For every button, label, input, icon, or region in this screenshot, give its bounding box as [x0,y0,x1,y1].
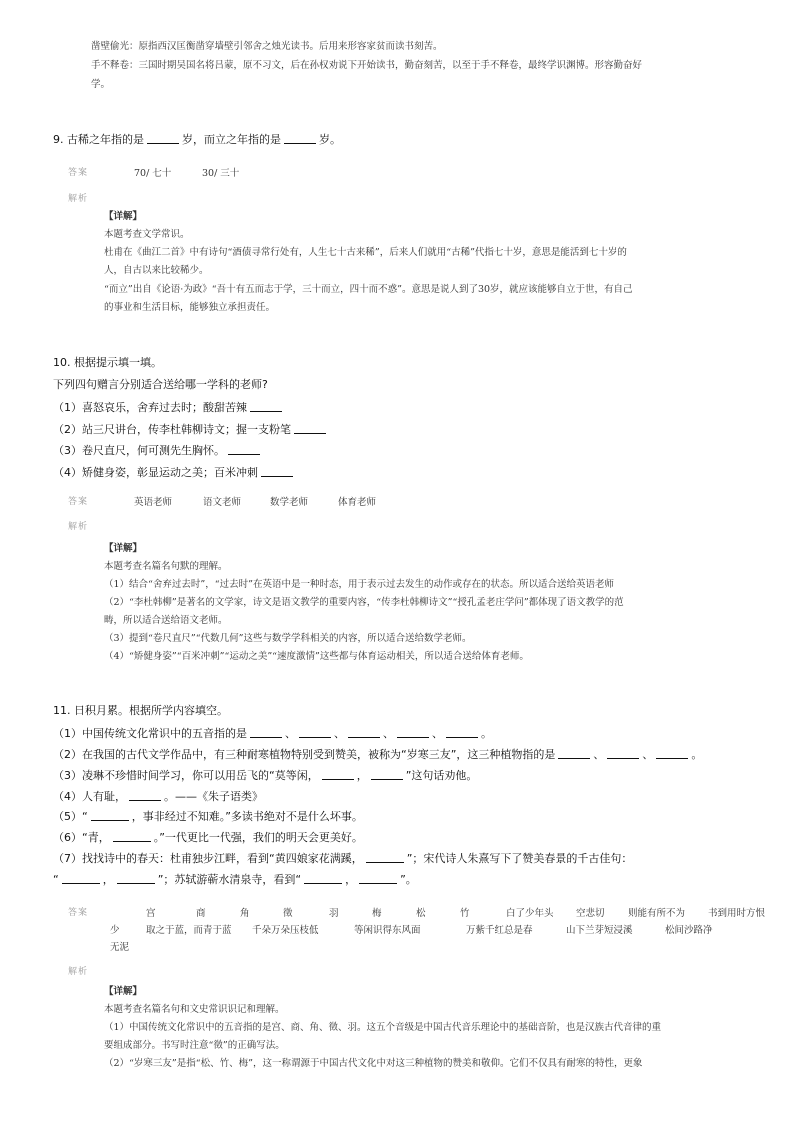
answer-value: 山下兰芽短浸溪 [566,925,633,936]
question-11-item: （7）找找诗中的春天：杜甫独步江畔，看到“黄四娘家花满蹊， ”；宋代诗人朱熹写下了赞美春景的千古佳句： [53,852,633,865]
detail-heading: 【详解】 [104,211,143,222]
answer-value: 体育老师 [338,497,377,508]
analysis-line: 杜甫在《曲江二首》中有诗句“酒债寻常行处有，人生七十古来稀”，后来人们就用“古稀”代指七十岁，意思是能活到七十岁的 [104,247,627,258]
answer-value: 松 [416,908,426,919]
answer-value: 角 [240,908,250,919]
analysis-label: 解析 [68,522,89,532]
answer-value: 英语老师 [134,497,173,508]
answer-value: 则能有所不为 [628,908,686,919]
answer-value: 松间沙路净 [665,925,713,936]
explanation-line: 学。 [91,79,111,90]
analysis-line: 本题考查文学常识。 [104,229,190,240]
answer-label: 答案 [68,168,89,178]
answer-blank [261,466,293,477]
answer-blank [228,444,260,455]
question-text: 岁，而立之年指的是 [182,133,281,146]
question-11-item: （6）“青， 。”一代更比一代强，我们的明天会更美好。 [53,831,363,844]
question-11-item: （2）在我国的古代文学作品中，有三种耐寒植物特别受到赞美，被称为“岁寒三友”，这三种植物指的是 、 、 。 [53,748,703,761]
analysis-line: 本题考查名篇名句默的理解。 [104,561,228,572]
explanation-line: 手不释卷：三国时期吴国名将吕蒙，原不习文，后在孙权劝说下开始读书，勤奋刻苦，以至于手不释卷，最终学识渊博。形容勤奋好 [91,60,643,71]
answer-value: 70/ 七十 [134,168,172,179]
question-text: 岁。 [319,133,341,146]
answer-blank [147,133,179,144]
analysis-line: （1）结合“舍弃过去时”，“过去时”在英语中是一种时态，用于表示过去发生的动作或存在的状态。所以适合送给英语老师 [104,579,614,590]
analysis-line: 本题考查名篇名句和文史常识识记和理解。 [104,1004,285,1015]
answer-label: 答案 [68,497,89,507]
answer-value: 羽 [329,908,339,919]
answer-label: 答案 [68,908,89,918]
answer-value: 等闲识得东风面 [354,925,421,936]
question-11-item: （4）人有耻， 。——《朱子语类》 [53,790,263,803]
answer-value: 商 [196,908,206,919]
analysis-label: 解析 [68,967,89,977]
answer-value: 梅 [372,908,382,919]
question-10-item: （4）矫健身姿，彰显运动之美；百米冲刺 [53,466,296,478]
analysis-line: 畴，所以适合送给语文老师。 [104,615,228,626]
analysis-line: 人，自古以来比较稀少。 [104,265,209,276]
analysis-line: “而立”出自《论语·为政》“吾十有五而志于学，三十而立，四十而不惑”。意思是说人到了30岁，就应该能够自立于世，有自己 [104,284,633,295]
answer-value: 书到用时方恨 [708,908,766,919]
detail-heading: 【详解】 [104,543,143,554]
answer-blank [294,423,326,434]
question-10-item: （2）站三尺讲台，传李杜韩柳诗文；握一支粉笔 [53,423,329,435]
question-11-item: （1）中国传统文化常识中的五音指的是 、 、 、 、 。 [53,727,492,740]
question-10-item: （1）喜怒哀乐，舍弃过去时；酸甜苦辣 [53,401,285,413]
answer-blank [250,401,282,412]
analysis-line: （4）“矫健身姿”“百米冲刺”“运动之美”“速度激情”这些都与体育运动相关，所以适合送给体育老师。 [104,651,529,662]
analysis-line: （1）中国传统文化常识中的五音指的是宫、商、角、徵、羽。这五个音级是中国古代音乐理论中的基础音阶，也是汉族古代音律的重 [104,1022,662,1033]
answer-value: 无泥 [110,942,130,953]
question-11-item: （5）“ ，事非经过不知难。”多读书绝对不是什么坏事。 [53,810,363,823]
analysis-line: 要组成部分。书写时注意“徵”的正确写法。 [104,1040,285,1051]
question-10-item: （3）卷尺直尺，何可测先生胸怀。 [53,444,263,456]
question-10-title: 10. 根据提示填一填。 [53,356,162,369]
answer-value: 白了少年头 [506,908,554,919]
question-10-prompt: 下列四句赠言分别适合送给哪一学科的老师? [53,378,268,391]
answer-value: 少 [110,925,120,936]
answer-value: 30/ 三十 [202,168,240,179]
detail-heading: 【详解】 [104,986,143,997]
question-9 [53,133,341,145]
answer-value: 徵 [283,908,293,919]
analysis-line: （2）“李杜韩柳”是著名的文学家，诗文是语文教学的重要内容，“传李杜韩柳诗文”“授孔孟老庄学问”都体现了语文教学的范 [104,597,624,608]
question-11-item: “ ， ”；苏轼游蕲水清泉寺，看到“ ， ”。 [53,873,417,886]
answer-blank [284,133,316,144]
answer-value: 宫 [146,908,156,919]
answer-value: 数学老师 [270,497,309,508]
question-text: 9. 古稀之年指的是 [53,133,144,146]
explanation-line: 凿壁偷光：原指西汉匡衡凿穿墙壁引邻舍之烛光读书。后用来形容家贫而读书刻苦。 [91,41,443,52]
answer-value: 万紫千红总是春 [466,925,533,936]
answer-value: 千朵万朵压枝低 [252,925,319,936]
analysis-line: 的事业和生活目标，能够独立承担责任。 [104,302,276,313]
question-11-item: （3）凌琳不珍惜时间学习，你可以用岳飞的“莫等闲， ， ”这句话劝他。 [53,769,478,782]
question-11-title: 11. 日积月累。根据所学内容填空。 [53,704,228,717]
answer-value: 空悲切 [576,908,605,919]
analysis-label: 解析 [68,194,89,204]
answer-value: 语文老师 [203,497,242,508]
answer-value: 竹 [460,908,470,919]
answer-value: 取之于蓝，而青于蓝 [146,925,232,936]
analysis-line: （3）提到“卷尺直尺”“代数几何”这些与数学学科相关的内容，所以适合送给数学老师。 [104,633,472,644]
analysis-line: （2）“岁寒三友”是指“松、竹、梅”，这一称谓源于中国古代文化中对这三种植物的赞美和敬仰。它们不仅具有耐寒的特性，更象 [104,1058,643,1069]
